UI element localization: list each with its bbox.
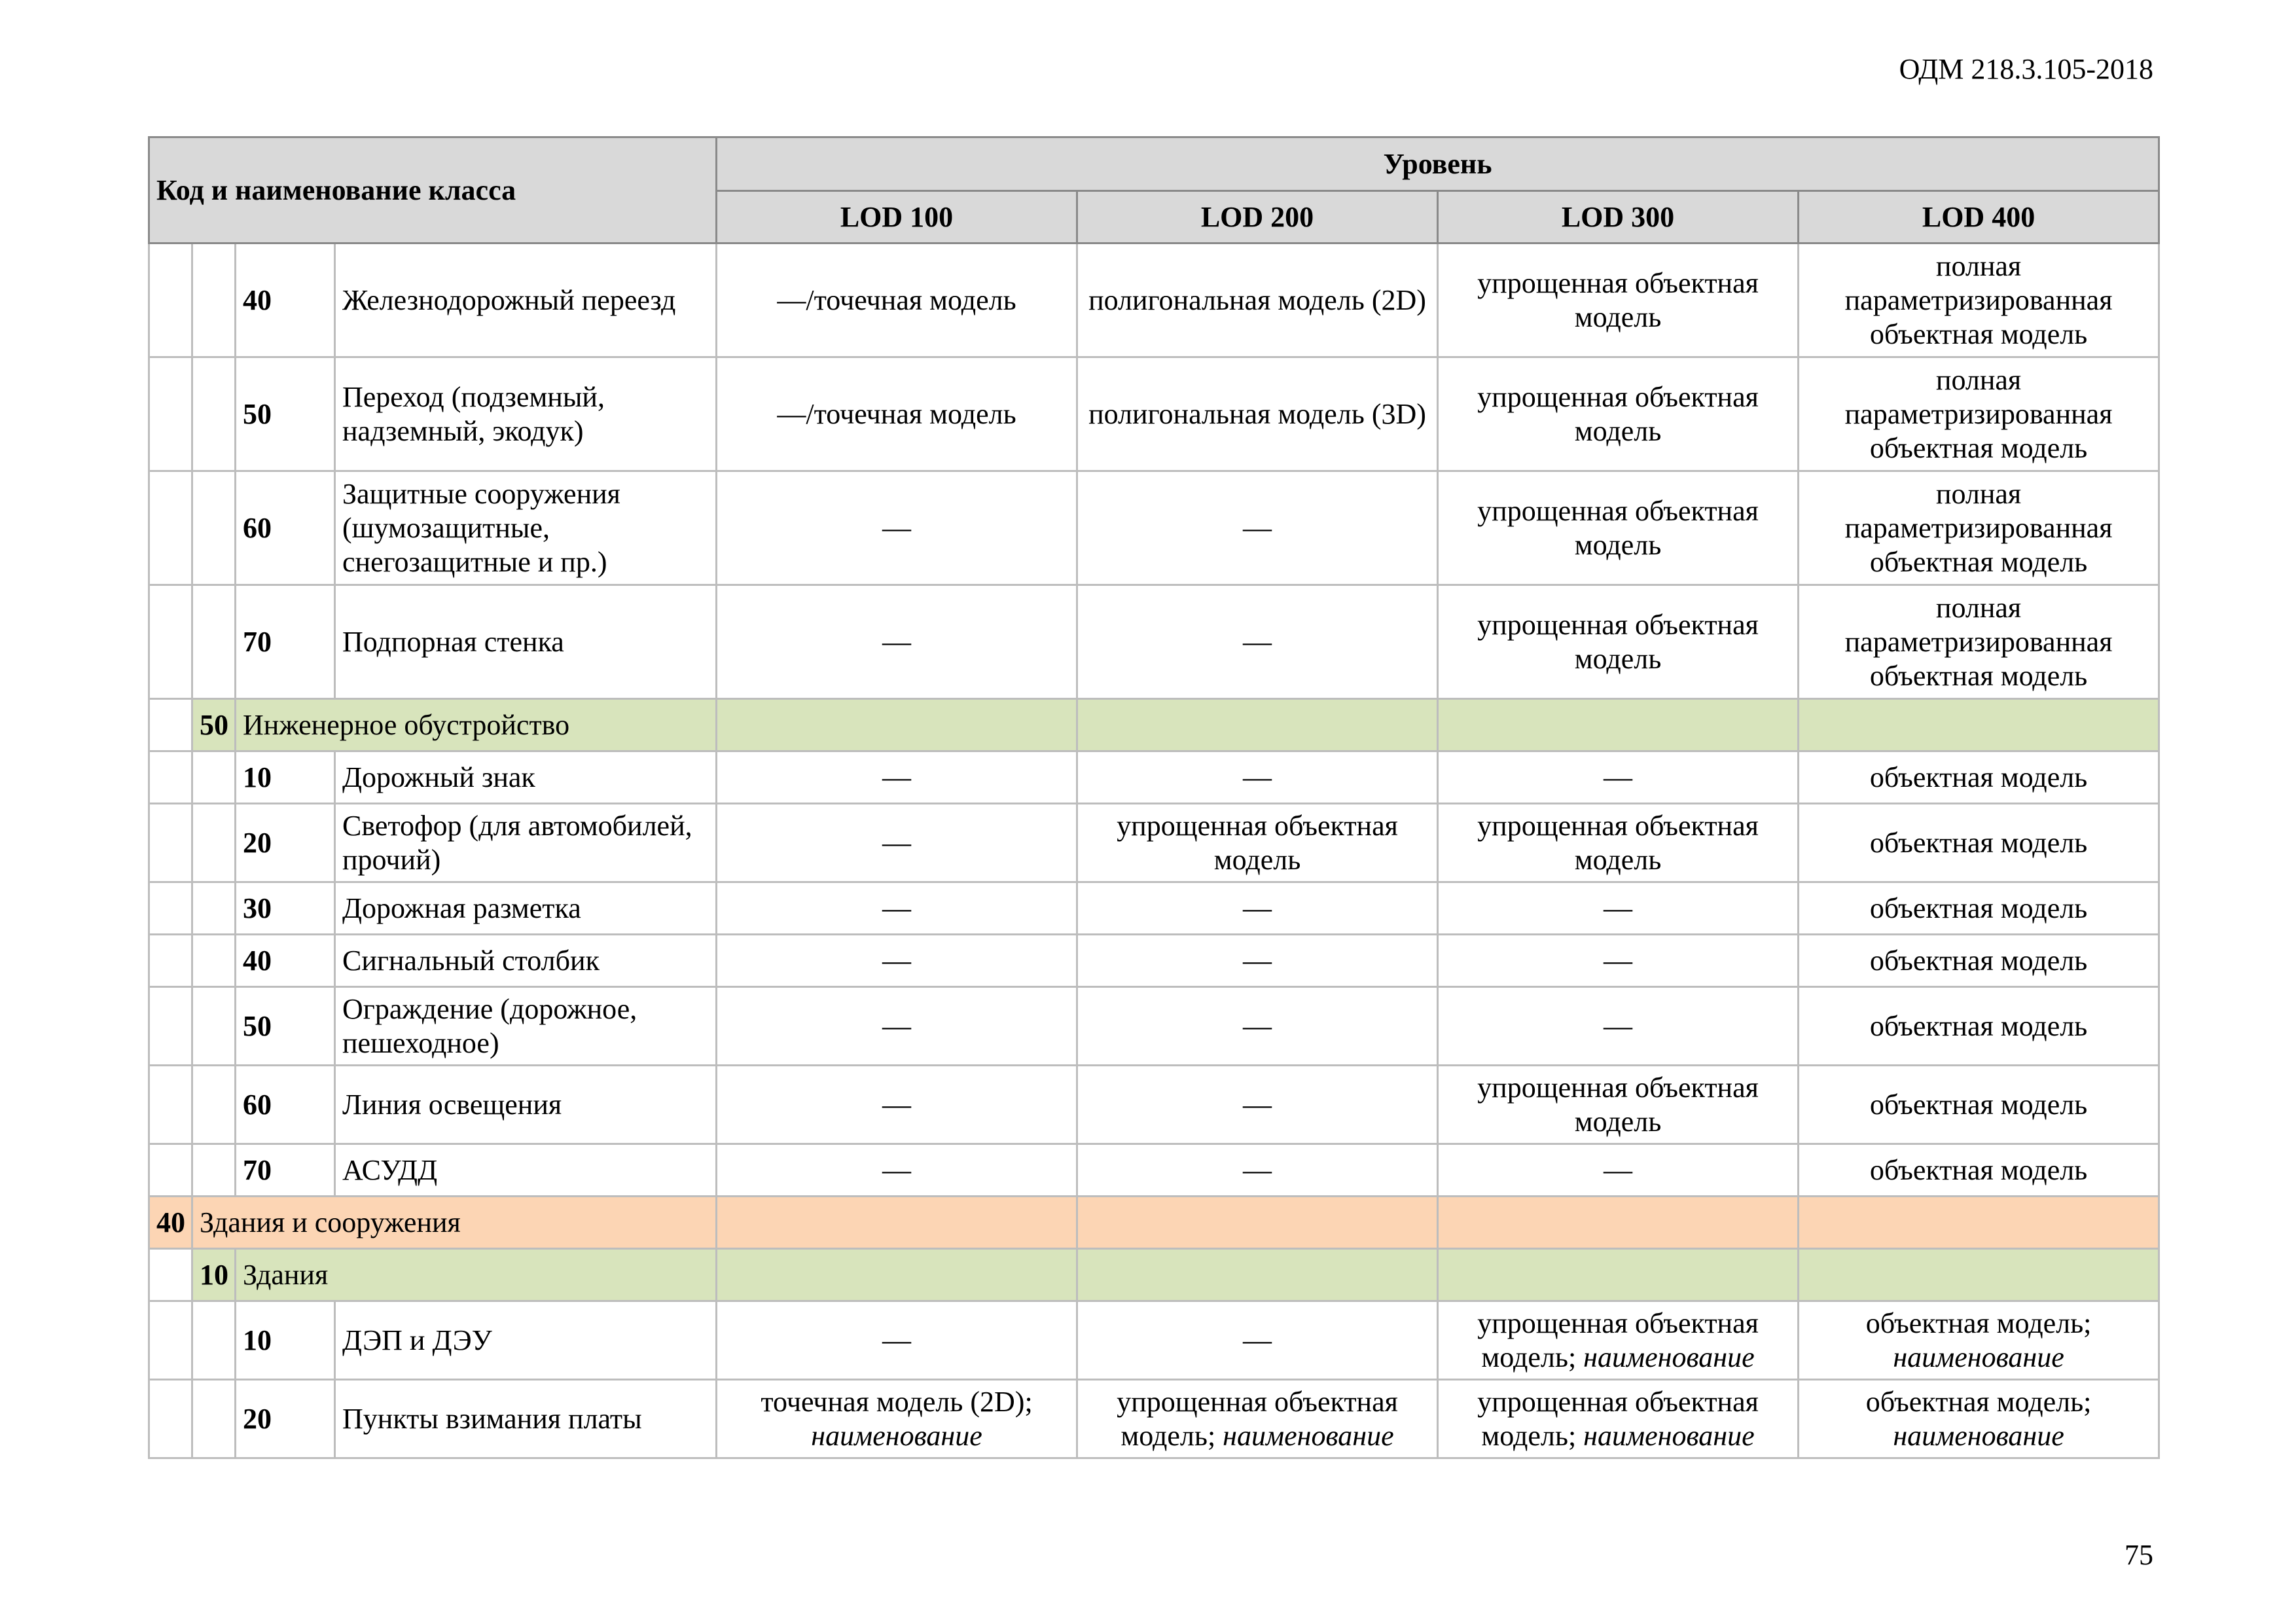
lod100-value: — [717,1144,1077,1197]
lod300-note: наименование [1583,1419,1755,1452]
indent-cell [192,1144,236,1197]
section-name: Здания и сооружения [192,1197,717,1249]
column-header-lod400: LOD 400 [1799,191,2159,244]
lod200-value: — [1077,1144,1438,1197]
group-code: 10 [192,1249,236,1301]
table-row [149,1301,2159,1380]
lod400-value: полная параметризированная объектная модель [1799,471,2159,585]
empty-cell [1077,1249,1438,1301]
section-code: 40 [149,1197,192,1249]
empty-cell [1799,1249,2159,1301]
class-code: 20 [236,1380,335,1458]
lod200-value: полигональная модель (2D) [1077,244,1438,357]
class-code: 60 [236,471,335,585]
lod300-text: упрощенная объектная модель; [1477,1307,1759,1373]
lod300-value [1438,1301,1799,1380]
lod400-value: объектная модель [1799,935,2159,987]
lod100-text: точечная модель (2D); [761,1385,1033,1418]
section-row [149,1197,2159,1249]
indent-cell [149,1301,192,1380]
indent-cell [192,751,236,804]
indent-cell [192,882,236,935]
table-row [149,935,2159,987]
group-name: Инженерное обустройство [236,699,717,751]
table-row [149,1066,2159,1144]
indent-cell [149,585,192,699]
class-name: Ограждение (дорожное, пешеходное) [335,987,717,1066]
lod200-value: — [1077,1066,1438,1144]
table-row [149,804,2159,882]
lod200-value: — [1077,987,1438,1066]
class-name: Дорожный знак [335,751,717,804]
indent-cell [149,935,192,987]
lod200-value: полигональная модель (3D) [1077,357,1438,471]
lod400-value: объектная модель [1799,1066,2159,1144]
indent-cell [149,699,192,751]
class-code: 10 [236,751,335,804]
lod300-value: упрощенная объектная модель [1438,357,1799,471]
class-code: 10 [236,1301,335,1380]
class-name: Подпорная стенка [335,585,717,699]
class-name: Дорожная разметка [335,882,717,935]
lod200-value: — [1077,751,1438,804]
table-header-row [149,137,2159,191]
lod400-value: полная параметризированная объектная модель [1799,357,2159,471]
indent-cell [192,935,236,987]
empty-cell [1077,699,1438,751]
column-header-lod200: LOD 200 [1077,191,1438,244]
lod400-value: объектная модель [1799,751,2159,804]
lod100-value: — [717,882,1077,935]
lod400-value: полная параметризированная объектная модель [1799,585,2159,699]
lod300-text: упрощенная объектная модель; [1477,1385,1759,1452]
lod100-value [717,1380,1077,1458]
lod300-value: упрощенная объектная модель [1438,1066,1799,1144]
indent-cell [192,987,236,1066]
lod300-value: — [1438,1144,1799,1197]
indent-cell [192,1301,236,1380]
empty-cell [717,1197,1077,1249]
class-code: 30 [236,882,335,935]
table-row [149,585,2159,699]
document-code: ОДМ 218.3.105-2018 [1899,53,2153,85]
lod100-value: — [717,471,1077,585]
indent-cell [192,1380,236,1458]
indent-cell [149,882,192,935]
lod400-value: объектная модель [1799,882,2159,935]
lod300-value: — [1438,882,1799,935]
lod400-value: объектная модель [1799,987,2159,1066]
lod200-value [1077,1380,1438,1458]
lod100-note: наименование [811,1419,982,1452]
table-row [149,882,2159,935]
class-name: АСУДД [335,1144,717,1197]
empty-cell [1077,1197,1438,1249]
indent-cell [149,804,192,882]
table-row [149,751,2159,804]
lod100-value: — [717,1066,1077,1144]
column-header-lod300: LOD 300 [1438,191,1799,244]
column-header-lod100: LOD 100 [717,191,1077,244]
lod100-value: —/точечная модель [717,244,1077,357]
empty-cell [1438,699,1799,751]
table-row [149,987,2159,1066]
class-code: 40 [236,935,335,987]
lod400-value: объектная модель [1799,1144,2159,1197]
lod400-value [1799,1301,2159,1380]
indent-cell [149,1144,192,1197]
lod400-text: объектная модель; [1865,1307,2092,1339]
class-code: 50 [236,987,335,1066]
class-code: 60 [236,1066,335,1144]
lod300-value: упрощенная объектная модель [1438,585,1799,699]
indent-cell [149,1249,192,1301]
class-name: Переход (подземный, надземный, экодук) [335,357,717,471]
lod100-value: — [717,585,1077,699]
lod200-text: упрощенная объектная модель; [1117,1385,1398,1452]
column-header-level: Уровень [717,137,2159,191]
class-name: Линия освещения [335,1066,717,1144]
table-row [149,357,2159,471]
indent-cell [192,804,236,882]
table-row [149,1144,2159,1197]
lod100-value: — [717,804,1077,882]
lod300-value: упрощенная объектная модель [1438,471,1799,585]
class-code: 50 [236,357,335,471]
lod300-value: упрощенная объектная модель [1438,804,1799,882]
lod400-note: наименование [1893,1341,2064,1373]
lod200-value: — [1077,882,1438,935]
class-name: Железнодорожный переезд [335,244,717,357]
lod200-value: — [1077,585,1438,699]
group-row [149,1249,2159,1301]
indent-cell [149,751,192,804]
indent-cell [192,244,236,357]
empty-cell [1799,699,2159,751]
lod-table [148,136,2160,1459]
lod100-value: — [717,935,1077,987]
group-code: 50 [192,699,236,751]
indent-cell [149,987,192,1066]
empty-cell [1799,1197,2159,1249]
class-code: 40 [236,244,335,357]
lod200-value: — [1077,1301,1438,1380]
lod300-value: — [1438,935,1799,987]
lod200-value: — [1077,471,1438,585]
empty-cell [1438,1197,1799,1249]
class-name: Светофор (для автомобилей, прочий) [335,804,717,882]
column-header-class: Код и наименование класса [149,137,717,244]
lod400-text: объектная модель; [1865,1385,2092,1418]
class-name: Пункты взимания платы [335,1380,717,1458]
group-row [149,699,2159,751]
indent-cell [149,1380,192,1458]
class-code: 20 [236,804,335,882]
indent-cell [192,357,236,471]
table-row [149,471,2159,585]
empty-cell [717,699,1077,751]
class-name: Сигнальный столбик [335,935,717,987]
indent-cell [149,471,192,585]
class-name: ДЭП и ДЭУ [335,1301,717,1380]
lod300-value: упрощенная объектная модель [1438,244,1799,357]
lod200-value: — [1077,935,1438,987]
class-code: 70 [236,1144,335,1197]
lod300-note: наименование [1583,1341,1755,1373]
empty-cell [1438,1249,1799,1301]
lod300-value: — [1438,987,1799,1066]
indent-cell [192,585,236,699]
lod400-value: полная параметризированная объектная модель [1799,244,2159,357]
page-number: 75 [2125,1539,2153,1571]
lod100-value: — [717,1301,1077,1380]
indent-cell [149,357,192,471]
group-name: Здания [236,1249,717,1301]
indent-cell [192,1066,236,1144]
lod400-note: наименование [1893,1419,2064,1452]
indent-cell [149,244,192,357]
lod300-value [1438,1380,1799,1458]
lod300-value: — [1438,751,1799,804]
empty-cell [717,1249,1077,1301]
lod200-note: наименование [1223,1419,1394,1452]
lod100-value: — [717,987,1077,1066]
lod100-value: — [717,751,1077,804]
table-row [149,1380,2159,1458]
lod400-value [1799,1380,2159,1458]
lod100-value: —/точечная модель [717,357,1077,471]
class-name: Защитные сооружения (шумозащитные, снегозащитные и пр.) [335,471,717,585]
lod200-value: упрощенная объектная модель [1077,804,1438,882]
table-row [149,244,2159,357]
lod400-value: объектная модель [1799,804,2159,882]
indent-cell [149,1066,192,1144]
indent-cell [192,471,236,585]
class-code: 70 [236,585,335,699]
